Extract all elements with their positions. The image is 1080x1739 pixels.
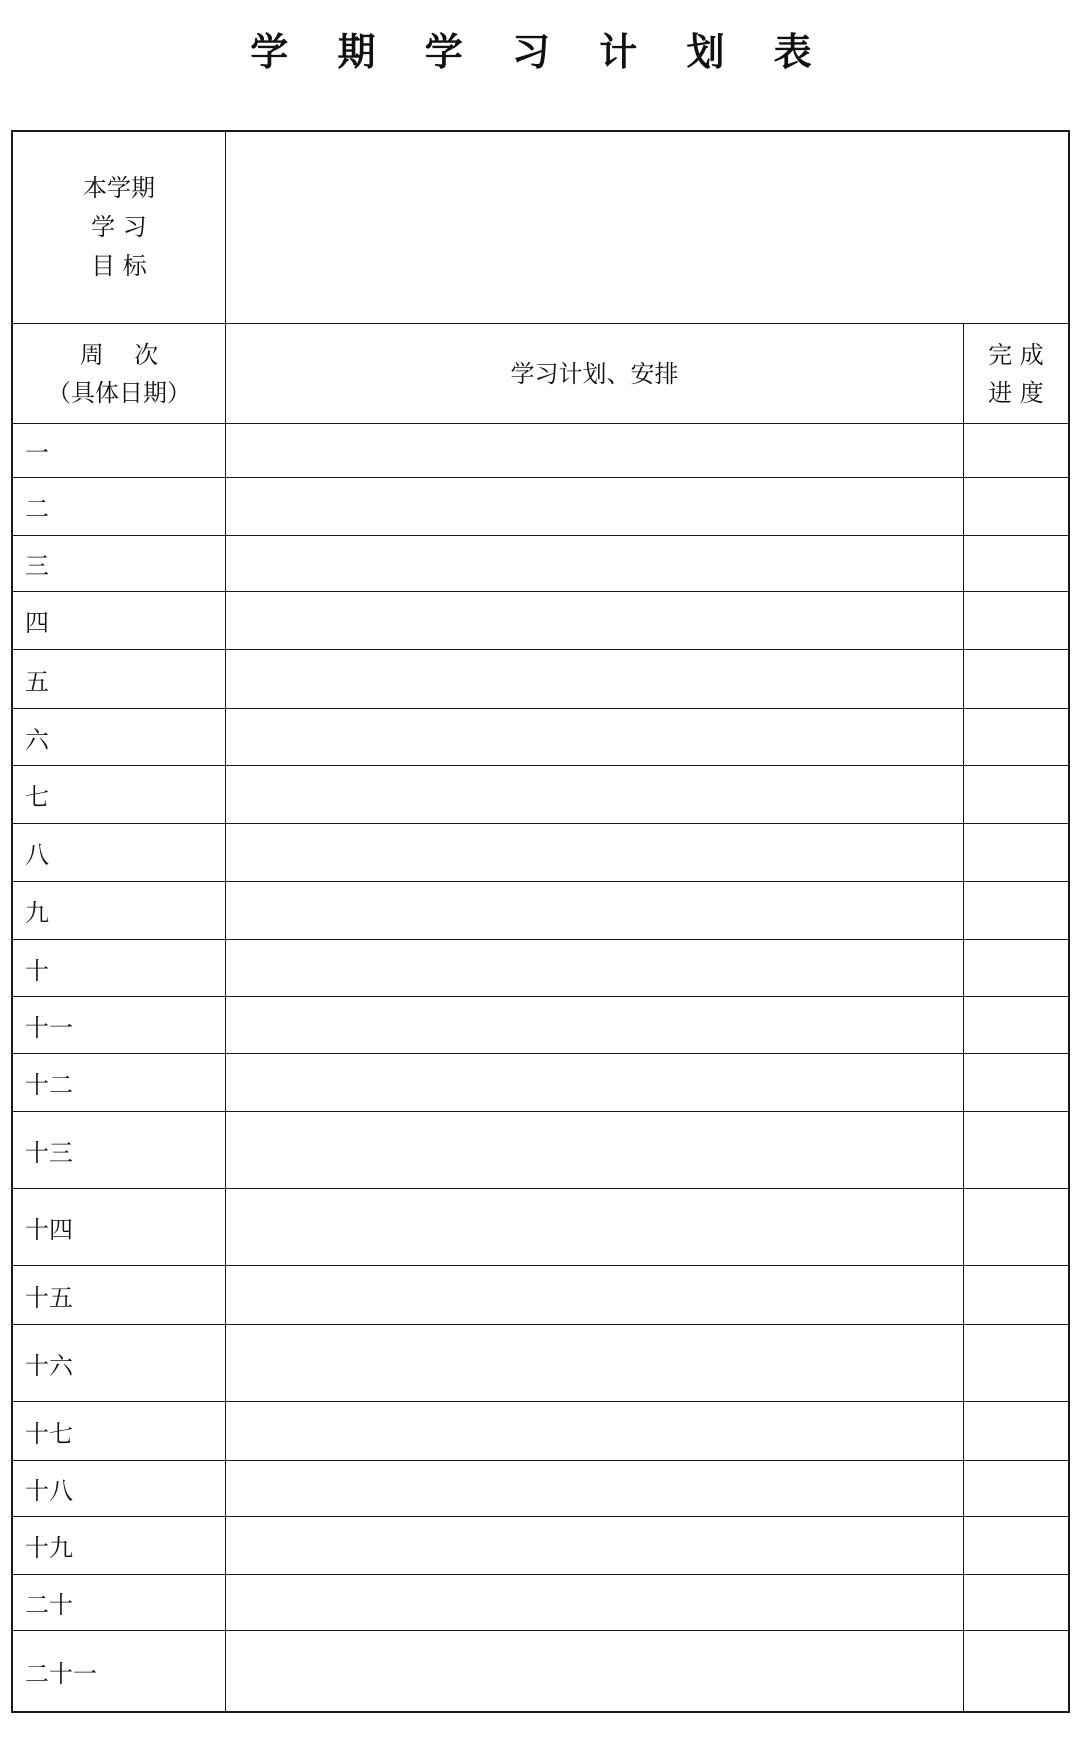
goal-input-area[interactable] bbox=[226, 132, 1068, 324]
progress-cell[interactable] bbox=[964, 1631, 1068, 1711]
plan-cell[interactable] bbox=[226, 882, 964, 940]
progress-header: 完 成 进 度 bbox=[964, 324, 1068, 424]
plan-cell[interactable] bbox=[226, 1266, 964, 1325]
progress-cell[interactable] bbox=[964, 1112, 1068, 1189]
plan-cell[interactable] bbox=[226, 1112, 964, 1189]
progress-cell[interactable] bbox=[964, 824, 1068, 882]
progress-cell[interactable] bbox=[964, 536, 1068, 592]
plan-header: 学习计划、安排 bbox=[226, 324, 964, 424]
goal-label: 本学期 学 习 目 标 bbox=[83, 174, 155, 280]
progress-cell[interactable] bbox=[964, 1402, 1068, 1461]
week-label: 十 bbox=[13, 940, 226, 997]
plan-cell[interactable] bbox=[226, 1575, 964, 1631]
week-header: 周 次 （具体日期） bbox=[13, 324, 226, 424]
page-title: 学 期 学 习 计 划 表 bbox=[250, 29, 830, 74]
week-label: 十二 bbox=[13, 1054, 226, 1112]
plan-cell[interactable] bbox=[226, 1325, 964, 1402]
progress-cell[interactable] bbox=[964, 478, 1068, 536]
week-label: 九 bbox=[13, 882, 226, 940]
progress-cell[interactable] bbox=[964, 709, 1068, 766]
plan-cell[interactable] bbox=[226, 940, 964, 997]
progress-cell[interactable] bbox=[964, 766, 1068, 824]
week-label: 四 bbox=[13, 592, 226, 650]
progress-cell[interactable] bbox=[964, 1189, 1068, 1266]
progress-cell[interactable] bbox=[964, 882, 1068, 940]
plan-cell[interactable] bbox=[226, 1461, 964, 1517]
plan-cell[interactable] bbox=[226, 1517, 964, 1575]
plan-cell[interactable] bbox=[226, 824, 964, 882]
plan-cell[interactable] bbox=[226, 1054, 964, 1112]
week-label: 十四 bbox=[13, 1189, 226, 1266]
plan-cell[interactable] bbox=[226, 1402, 964, 1461]
week-label: 十五 bbox=[13, 1266, 226, 1325]
week-label: 二 bbox=[13, 478, 226, 536]
week-label: 十三 bbox=[13, 1112, 226, 1189]
week-label: 十九 bbox=[13, 1517, 226, 1575]
progress-cell[interactable] bbox=[964, 940, 1068, 997]
progress-cell[interactable] bbox=[964, 1575, 1068, 1631]
plan-cell[interactable] bbox=[226, 536, 964, 592]
week-label: 十一 bbox=[13, 997, 226, 1054]
week-label: 十八 bbox=[13, 1461, 226, 1517]
week-label: 十七 bbox=[13, 1402, 226, 1461]
plan-cell[interactable] bbox=[226, 709, 964, 766]
week-label: 十六 bbox=[13, 1325, 226, 1402]
plan-cell[interactable] bbox=[226, 997, 964, 1054]
week-label: 五 bbox=[13, 650, 226, 709]
study-plan-table bbox=[11, 130, 1070, 1713]
week-label: 一 bbox=[13, 424, 226, 478]
week-label: 二十一 bbox=[13, 1631, 226, 1711]
week-label: 六 bbox=[13, 709, 226, 766]
progress-cell[interactable] bbox=[964, 1266, 1068, 1325]
plan-cell[interactable] bbox=[226, 650, 964, 709]
week-label: 七 bbox=[13, 766, 226, 824]
progress-cell[interactable] bbox=[964, 1461, 1068, 1517]
plan-cell[interactable] bbox=[226, 766, 964, 824]
progress-cell[interactable] bbox=[964, 592, 1068, 650]
plan-cell[interactable] bbox=[226, 1189, 964, 1266]
plan-cell[interactable] bbox=[226, 1631, 964, 1711]
plan-cell[interactable] bbox=[226, 592, 964, 650]
goal-label-cell bbox=[13, 132, 226, 324]
plan-cell[interactable] bbox=[226, 424, 964, 478]
progress-cell[interactable] bbox=[964, 1054, 1068, 1112]
week-label: 三 bbox=[13, 536, 226, 592]
progress-cell[interactable] bbox=[964, 1517, 1068, 1575]
plan-cell[interactable] bbox=[226, 478, 964, 536]
progress-cell[interactable] bbox=[964, 997, 1068, 1054]
progress-cell[interactable] bbox=[964, 424, 1068, 478]
progress-cell[interactable] bbox=[964, 650, 1068, 709]
week-label: 二十 bbox=[13, 1575, 226, 1631]
progress-cell[interactable] bbox=[964, 1325, 1068, 1402]
week-label: 八 bbox=[13, 824, 226, 882]
